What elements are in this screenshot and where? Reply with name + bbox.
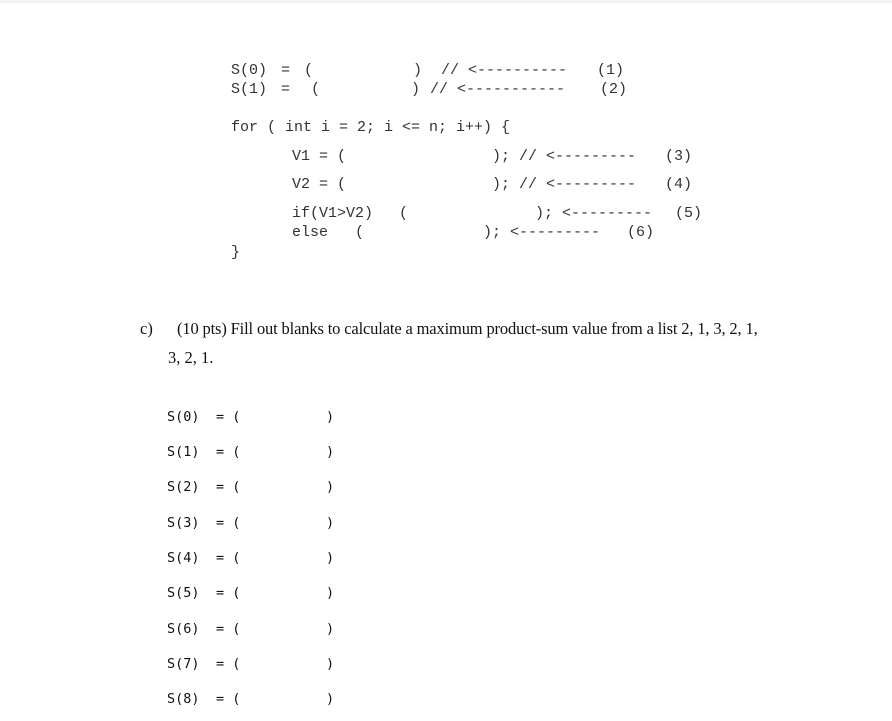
code-marker-2: (2) [600, 81, 628, 98]
blank-equals-open: = ( [216, 444, 241, 460]
page-top-border [0, 0, 892, 3]
blank-label: S(4) [167, 550, 200, 566]
blank-equals-open: = ( [216, 515, 241, 531]
blank-equals-open: = ( [216, 479, 241, 495]
code-else-line: else [292, 224, 329, 241]
blank-close-paren: ) [326, 515, 335, 531]
code-marker-1: (1) [597, 62, 625, 79]
code-else-open-paren: ( [355, 224, 365, 241]
blank-equals-open: = ( [216, 550, 241, 566]
blank-close-paren: ) [326, 656, 335, 672]
code-marker-5: (5) [675, 205, 703, 222]
code-v2-close: ); // <--------- [492, 176, 637, 193]
code-s1-open-paren: ( [311, 81, 321, 98]
blank-label: S(8) [167, 691, 200, 707]
code-if-close: ); <--------- [535, 205, 653, 222]
code-v2-line: V2 = ( [292, 176, 347, 193]
code-else-close: ); <--------- [483, 224, 601, 241]
code-s0-equals: = [281, 62, 291, 79]
blank-label: S(1) [167, 444, 200, 460]
blank-label: S(5) [167, 585, 200, 601]
code-s1-equals: = [281, 81, 291, 98]
blank-close-paren: ) [326, 409, 335, 425]
code-closing-brace: } [231, 244, 241, 261]
question-text-line-2: 3, 2, 1. [168, 348, 214, 367]
blank-close-paren: ) [326, 550, 335, 566]
blank-label: S(7) [167, 656, 200, 672]
code-s0-comment: // <---------- [441, 62, 568, 79]
blank-close-paren: ) [326, 691, 335, 707]
code-s0-close-paren: ) [413, 62, 423, 79]
question-text-line-1: (10 pts) Fill out blanks to calculate a maximum product-sum value from a list 2, 1, 3, 2, 1, [177, 319, 758, 338]
blank-equals-open: = ( [216, 656, 241, 672]
code-s1-comment: // <----------- [430, 81, 566, 98]
code-v1-close: ); // <--------- [492, 148, 637, 165]
blank-equals-open: = ( [216, 691, 241, 707]
code-marker-6: (6) [627, 224, 655, 241]
blank-equals-open: = ( [216, 621, 241, 637]
blank-label: S(6) [167, 621, 200, 637]
code-s0-open-paren: ( [304, 62, 314, 79]
blank-label: S(2) [167, 479, 200, 495]
blank-close-paren: ) [326, 479, 335, 495]
code-s0-label: S(0) [231, 62, 268, 79]
code-s1-label: S(1) [231, 81, 268, 98]
code-marker-4: (4) [665, 176, 693, 193]
blank-label: S(3) [167, 515, 200, 531]
blank-label: S(0) [167, 409, 200, 425]
code-marker-3: (3) [665, 148, 693, 165]
code-s1-close-paren: ) [411, 81, 421, 98]
blank-close-paren: ) [326, 444, 335, 460]
code-for-line: for ( int i = 2; i <= n; i++) { [231, 119, 511, 136]
blank-close-paren: ) [326, 585, 335, 601]
blank-equals-open: = ( [216, 585, 241, 601]
code-if-line: if(V1>V2) [292, 205, 374, 222]
blank-close-paren: ) [326, 621, 335, 637]
blank-equals-open: = ( [216, 409, 241, 425]
code-v1-line: V1 = ( [292, 148, 347, 165]
code-if-open-paren: ( [399, 205, 409, 222]
question-marker: c) [140, 319, 153, 338]
